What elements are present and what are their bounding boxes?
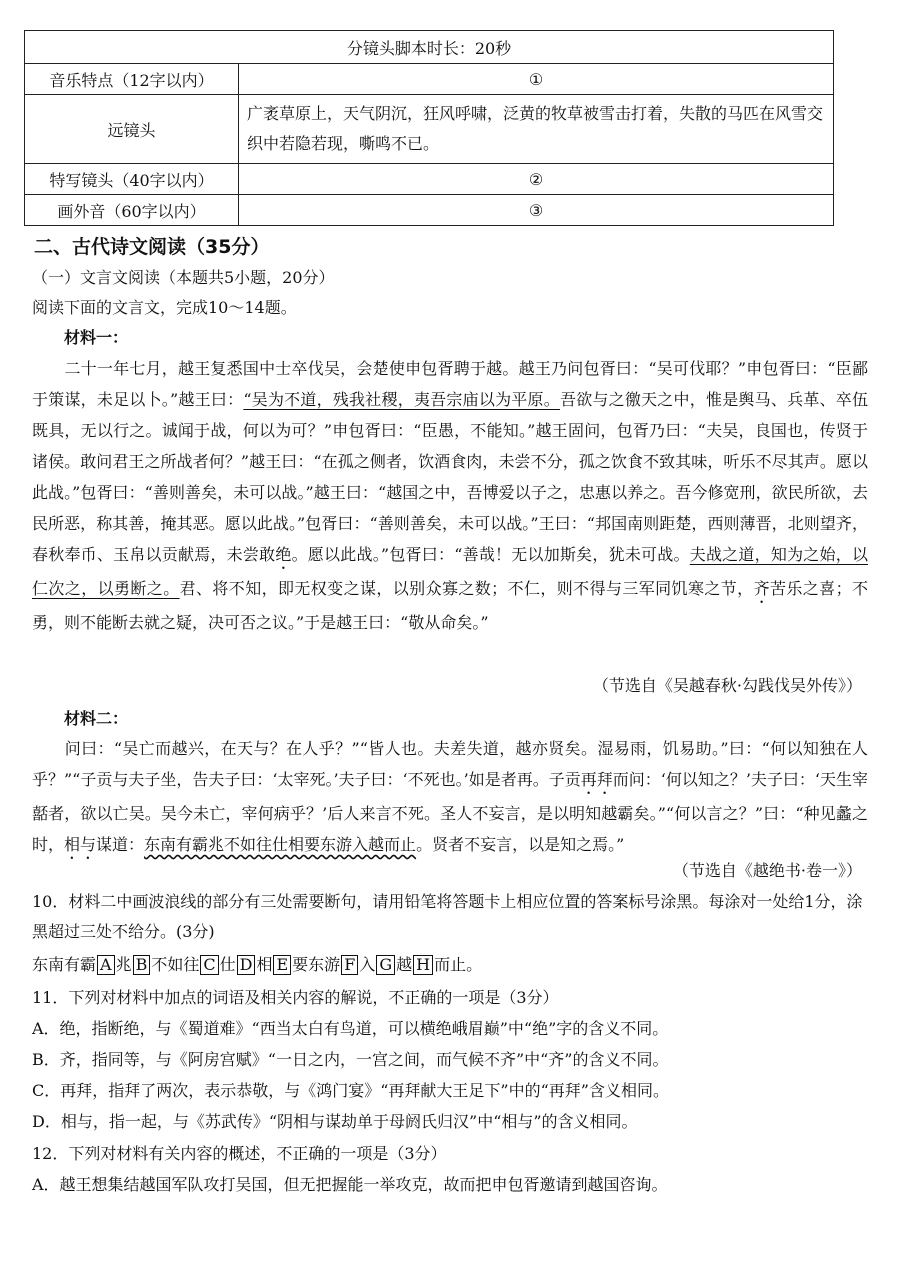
- table-row: [25, 164, 834, 195]
- segment: 东南有霸: [32, 955, 97, 974]
- table-row: [25, 95, 834, 164]
- option-d: D．相与，指一起，与《苏武传》“阴相与谋劫单于母阏氏归汉”中“相与”的含义相同。: [32, 1112, 638, 1131]
- option-a: A．绝，指断绝，与《蜀道难》“西当太白有鸟道，可以横绝峨眉巅”中“绝”字的含义不同。: [32, 1019, 669, 1038]
- subsection-title: （一）文言文阅读（本题共5小题，20分）: [32, 268, 335, 287]
- option-b: B．齐，指同等，与《阿房宫赋》“一日之内，一宫之间，而气候不齐”中“齐”的含义不同。: [32, 1050, 669, 1069]
- instruction: 阅读下面的文言文，完成10～14题。: [32, 298, 297, 317]
- row-content: ③: [239, 195, 834, 226]
- answer-box-b[interactable]: B: [133, 955, 151, 975]
- text-run: 问曰：“吴亡而越兴，在天与？在人乎？”“皆人也。夫差失道，越亦贤矣。湿易雨，饥易助。”曰：“何以知独在人乎？”“子贡与夫子坐，告夫子曰：‘太宰死。’夫子曰：‘不死也。’如是者再。子贡: [32, 739, 868, 789]
- option-a: A．越王想集结越国军队攻打吴国，但无把握能一举攻克，故而把申包胥邀请到越国咨询。: [32, 1175, 668, 1194]
- row-label: 画外音（60字以内）: [25, 195, 239, 226]
- text-run: 吾欲与之徼天之中，惟是舆马、兵革、卒伍既具，无以行之。诚闻于战，何以为可？”申包胥曰：“臣愚，不能知。”越王固问，包胥乃曰：“夫吴，良国也，传贤于诸侯。敢问君王之所战者何？”越王曰：“在孤之侧者，饮酒食肉，未尝不分，孤之饮食不致其味，听乐不尽其声。愿以此战。”包胥曰：“善则善矣，未可以战。”越王曰：“越国之中，吾博爱以子之，忠惠以养之。吾今修宽刑，欲民所欲，去民所恶，称其善，掩其恶。愿以此战。”包胥曰：“善则善矣，未可以战。”王曰：“邦国南则距楚，西则薄晋，北则望齐，春秋奉币、玉帛以贡献焉，未尝敢: [32, 390, 868, 564]
- row-content: ②: [239, 164, 834, 195]
- answer-box-f[interactable]: F: [341, 955, 358, 975]
- source-citation: （节选自《越绝书·卷一》）: [672, 861, 862, 880]
- storyboard-table: [24, 30, 834, 226]
- dotted-word: 相与: [64, 835, 97, 854]
- table-header-row: [25, 31, 834, 64]
- segment: 相: [256, 955, 273, 974]
- row-content: ①: [239, 64, 834, 95]
- table-row: [25, 64, 834, 95]
- dotted-word: 齐: [753, 579, 770, 598]
- question-10: 10．材料二中画波浪线的部分有三处需要断句，请用铅笔将答题卡上相应位置的答案标号涂黑。每涂对一处给1分，涂黑超过三处不给分。(3分): [32, 892, 863, 941]
- table-header: 分镜头脚本时长：20秒: [25, 31, 834, 64]
- answer-box-e[interactable]: E: [273, 955, 291, 975]
- segment: 入: [359, 955, 376, 974]
- material-two-text: [32, 733, 868, 863]
- answer-box-a[interactable]: A: [97, 955, 115, 975]
- text-run: 君、将不知，即无权变之谋，以别众寡之数；不仁，则不得与三军同饥寒之节，: [179, 579, 754, 598]
- text-run: 谋道：: [96, 835, 145, 854]
- text-run: 苦乐之喜；不勇，则不能断去就之疑，决可否之议。”于是越王曰：“敬从命矣。”: [32, 579, 868, 632]
- segment: 不如往: [151, 955, 200, 974]
- question-12-stem: 12．下列对材料有关内容的概述，不正确的一项是（3分）: [32, 1144, 447, 1163]
- segment: 仕: [219, 955, 236, 974]
- answer-box-d[interactable]: D: [237, 955, 256, 975]
- material-two-title: 材料二：: [64, 709, 129, 728]
- text-run: 。愿以此战。”包胥曰：“善哉！无以加斯矣，犹未可战。: [291, 545, 690, 564]
- segment: 越: [396, 955, 413, 974]
- table-row: [25, 195, 834, 226]
- section-title: 二、古代诗文阅读（35分）: [34, 236, 270, 258]
- material-one-text: [32, 353, 868, 638]
- row-content: 广袤草原上，天气阴沉，狂风呼啸，泛黄的牧草被雪击打着，失散的马匹在风雪交织中若隐若现，嘶鸣不已。: [239, 95, 834, 164]
- row-label: 特写镜头（40字以内）: [25, 164, 239, 195]
- row-label: 音乐特点（12字以内）: [25, 64, 239, 95]
- dotted-word: 再拜: [580, 770, 613, 789]
- row-label: 远镜头: [25, 95, 239, 164]
- underlined-sentence: “吴为不道，残我社稷，夷吾宗庙以为平原。: [243, 390, 560, 409]
- underlined-sentence: 夫战之道，知为之始，以仁次之，以勇断之。: [32, 545, 868, 598]
- material-one-title: 材料一：: [64, 328, 129, 347]
- segment: 而止。: [434, 955, 483, 974]
- option-c: C．再拜，指拜了两次，表示恭敬，与《鸿门宴》“再拜献大王足下”中的“再拜”含义相同。: [32, 1081, 669, 1100]
- text-run: 二十一年七月，越王复悉国中士卒伐吴，会楚使申包胥聘于越。越王乃问包胥曰：“吴可伐耶？”申包胥曰：“臣鄙于策谋，未足以卜。”越王曰：: [32, 359, 868, 409]
- answer-box-h[interactable]: H: [413, 955, 433, 975]
- answer-box-c[interactable]: C: [200, 955, 218, 975]
- dotted-word: 绝: [275, 545, 292, 564]
- text-run: 而问：‘何以知之？’夫子曰：‘天生宰嚭者，欲以亡吴。吴今未亡，宰何病乎？’后人来言不死。圣人不妄言，是以明知越霸矣。”“何以言之？”曰：“种见蠡之时，: [32, 770, 868, 854]
- segment: 兆: [115, 955, 132, 974]
- question-11-stem: 11．下列对材料中加点的词语及相关内容的解说，不正确的一项是（3分）: [32, 988, 559, 1007]
- segment: 要东游: [292, 955, 341, 974]
- question-10-answer-line: [32, 952, 482, 975]
- answer-box-g[interactable]: G: [376, 955, 395, 975]
- wavy-underlined-text: 东南有霸兆不如往仕相要东游入越而止: [144, 835, 417, 854]
- source-citation: （节选自《吴越春秋·勾践伐吴外传》）: [592, 676, 862, 695]
- text-run: 。贤者不妄言，以是知之焉。”: [416, 835, 625, 854]
